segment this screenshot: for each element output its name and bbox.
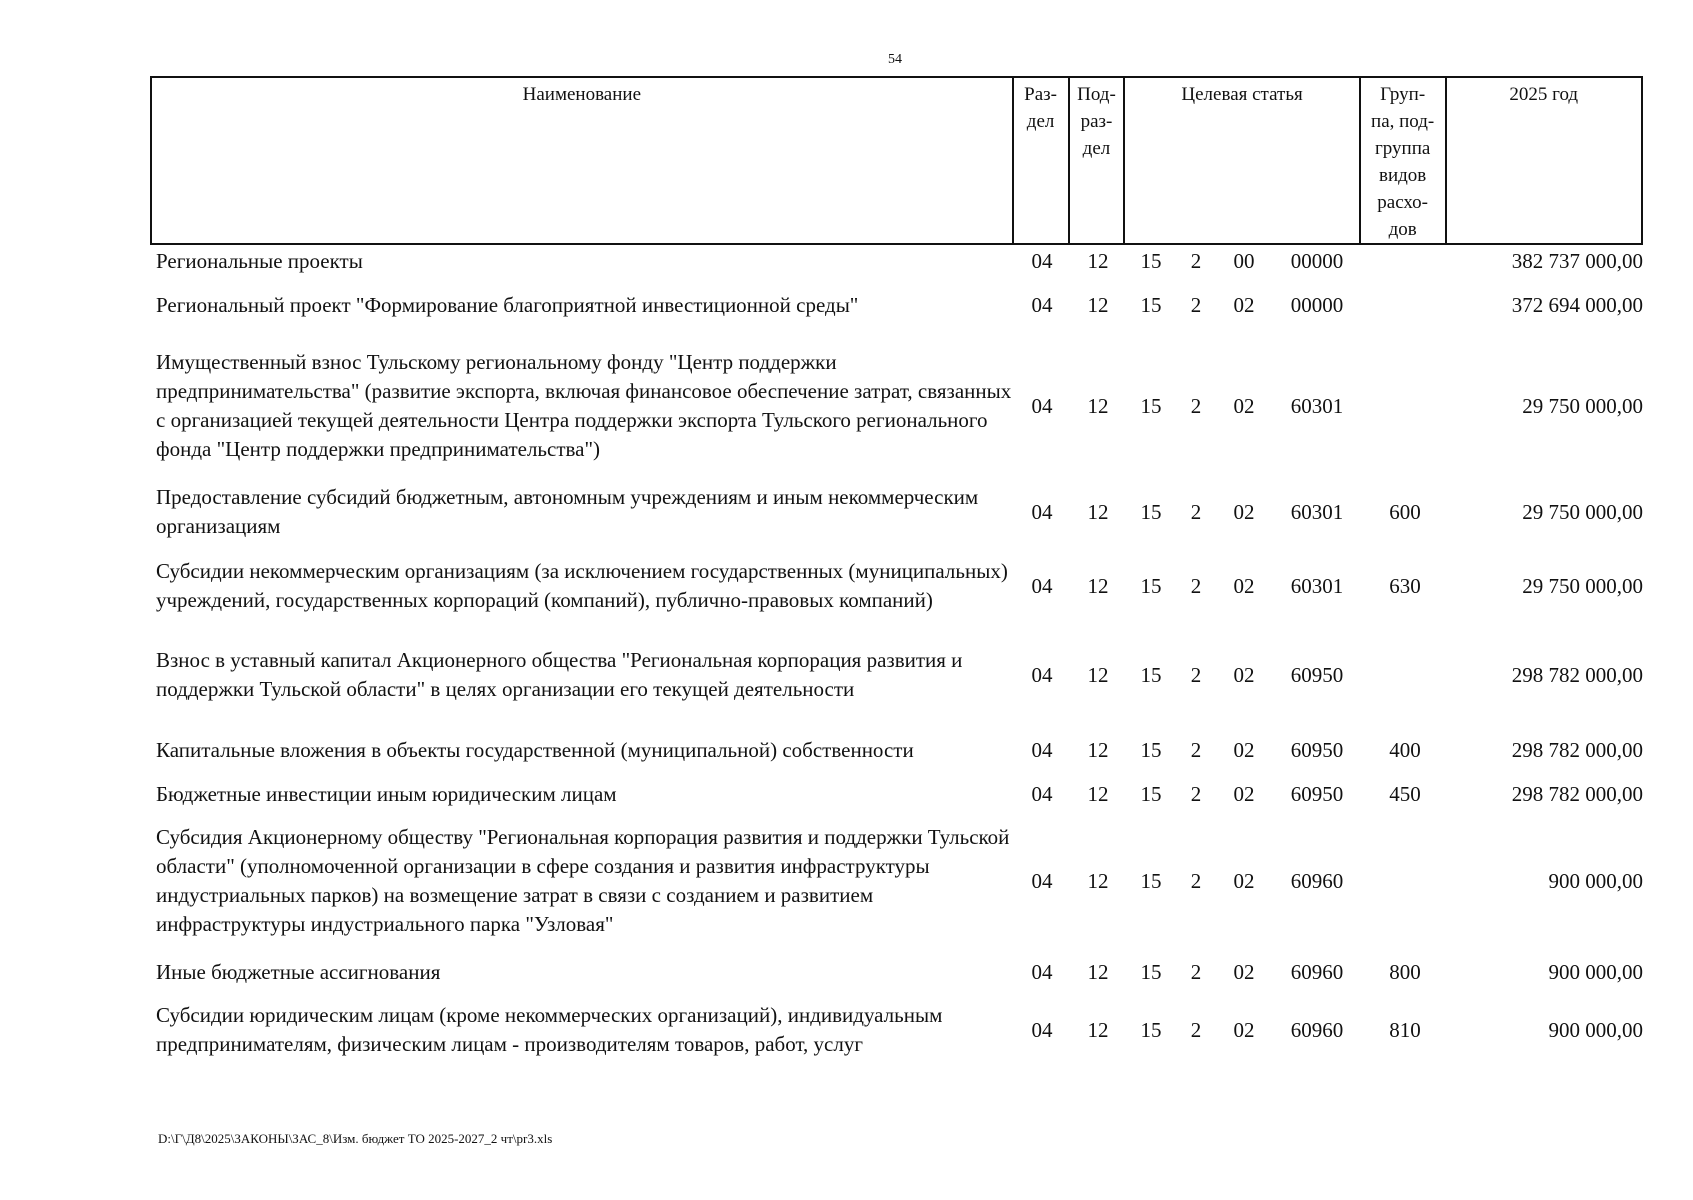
row-sum: 29 750 000,00 (1522, 499, 1643, 524)
row-sum: 298 782 000,00 (1511, 781, 1643, 806)
header-name: Наименование (152, 78, 1014, 243)
row-sum: 298 782 000,00 (1511, 662, 1643, 687)
row-celevaya (1126, 247, 1362, 276)
row-cel-program: 15 (1140, 1017, 1162, 1042)
row-name: Субсидия Акционерному обществу "Региональная корпорация развития и поддержки Тульской области" (уполномоченной организации в сфере создания и развития инфраструктуры индустриальных парков) на возмещение затрат в связи с созданием и развитием инфраструктуры индустриального парка "Узловая" (156, 825, 1010, 936)
row-gruppa: 810 (1389, 1017, 1421, 1042)
row-celevaya (1126, 867, 1362, 896)
row-podrazdel: 12 (1087, 499, 1109, 524)
row-cel-program: 15 (1140, 499, 1162, 524)
row-cel-type: 2 (1190, 662, 1202, 687)
row-sum: 298 782 000,00 (1511, 737, 1643, 762)
row-name: Субсидии юридическим лицам (кроме некоммерческих организаций), индивидуальным предпринимателям, физическим лицам - производителям товаров, работ, услуг (156, 1003, 943, 1056)
row-cel-direction: 60960 (1290, 868, 1344, 893)
table-row (150, 245, 1643, 277)
row-name: Субсидии некоммерческим организациям (за исключением государственных (муниципальных) учреждений, государственных корпораций (компаний), публично-правовых компаний) (156, 559, 1008, 612)
row-razdel: 04 (1031, 1017, 1053, 1042)
row-gruppa: 800 (1389, 959, 1421, 984)
row-razdel: 04 (1031, 868, 1053, 893)
row-cel-program: 15 (1140, 248, 1162, 273)
row-cel-element: 02 (1233, 393, 1255, 418)
row-celevaya (1126, 736, 1362, 765)
header-gruppa-vidov-rashodov: Груп- па, под- группа видов расхо- дов (1361, 78, 1447, 243)
row-podrazdel: 12 (1087, 248, 1109, 273)
table-row (150, 631, 1643, 719)
row-cel-type: 2 (1190, 737, 1202, 762)
row-razdel: 04 (1031, 248, 1053, 273)
row-cel-type: 2 (1190, 393, 1202, 418)
row-gruppa: 400 (1389, 737, 1421, 762)
header-year: 2025 год (1509, 84, 1579, 105)
row-name: Предоставление субсидий бюджетным, автономным учреждениям и иным некоммерческим организациям (156, 485, 979, 538)
table-row (150, 986, 1643, 1074)
header-razdel: Раз- дел (1014, 78, 1070, 243)
row-podrazdel: 12 (1087, 737, 1109, 762)
row-podrazdel: 12 (1087, 662, 1109, 687)
row-cel-program: 15 (1140, 781, 1162, 806)
table-row (150, 734, 1643, 766)
table-row (150, 956, 1643, 988)
row-gruppa: 450 (1389, 781, 1421, 806)
row-cel-direction: 00000 (1290, 292, 1344, 317)
row-cel-element: 02 (1233, 1017, 1255, 1042)
row-podrazdel: 12 (1087, 393, 1109, 418)
row-cel-type: 2 (1190, 781, 1202, 806)
row-podrazdel: 12 (1087, 959, 1109, 984)
page-number: 54 (888, 52, 902, 67)
row-cel-program: 15 (1140, 573, 1162, 598)
row-cel-type: 2 (1190, 499, 1202, 524)
row-celevaya (1126, 498, 1362, 527)
row-cel-element: 02 (1233, 737, 1255, 762)
row-sum: 29 750 000,00 (1522, 393, 1643, 418)
file-path-footer: D:\Г\Д8\2025\ЗАКОНЫ\ЗАС_8\Изм. бюджет ТО 2025-2027_2 чт\pr3.xls (158, 1131, 553, 1146)
row-cel-direction: 60950 (1290, 781, 1344, 806)
row-name: Капитальные вложения в объекты государственной (муниципальной) собственности (156, 737, 914, 762)
row-sum: 29 750 000,00 (1522, 573, 1643, 598)
row-podrazdel: 12 (1087, 1017, 1109, 1042)
row-cel-direction: 60960 (1290, 959, 1344, 984)
row-cel-element: 02 (1233, 868, 1255, 893)
row-cel-program: 15 (1140, 393, 1162, 418)
row-razdel: 04 (1031, 737, 1053, 762)
row-cel-element: 02 (1233, 662, 1255, 687)
row-cel-direction: 00000 (1290, 248, 1344, 273)
row-cel-program: 15 (1140, 737, 1162, 762)
row-gruppa: 600 (1389, 499, 1421, 524)
table-row (150, 822, 1643, 940)
row-cel-direction: 60960 (1290, 1017, 1344, 1042)
row-celevaya (1126, 1016, 1362, 1045)
row-cel-element: 00 (1233, 248, 1255, 273)
row-cel-element: 02 (1233, 292, 1255, 317)
row-cel-element: 02 (1233, 781, 1255, 806)
row-cel-type: 2 (1190, 959, 1202, 984)
table-row (150, 778, 1643, 810)
row-razdel: 04 (1031, 781, 1053, 806)
row-celevaya (1126, 661, 1362, 690)
row-cel-program: 15 (1140, 662, 1162, 687)
row-sum: 900 000,00 (1548, 868, 1643, 893)
row-razdel: 04 (1031, 959, 1053, 984)
row-sum: 382 737 000,00 (1511, 248, 1643, 273)
row-name: Имущественный взнос Тульскому региональному фонду "Центр поддержки предпринимательства" (развитие экспорта, включая финансовое обеспечение затрат, связанных с организацией текущей деятельности Центра поддержки экспорта Тульского регионального фонда "Центр поддержки предпринимательства") (156, 350, 1012, 461)
table-header (150, 76, 1643, 245)
table-row (150, 348, 1643, 464)
row-podrazdel: 12 (1087, 573, 1109, 598)
row-celevaya (1126, 392, 1362, 421)
row-cel-type: 2 (1190, 248, 1202, 273)
row-cel-direction: 60301 (1290, 573, 1344, 598)
row-razdel: 04 (1031, 292, 1053, 317)
row-name: Иные бюджетные ассигнования (156, 959, 441, 984)
row-cel-direction: 60950 (1290, 737, 1344, 762)
row-podrazdel: 12 (1087, 292, 1109, 317)
table-row (150, 483, 1643, 541)
row-name: Региональный проект "Формирование благоприятной инвестиционной среды" (156, 292, 859, 317)
row-podrazdel: 12 (1087, 868, 1109, 893)
row-razdel: 04 (1031, 662, 1053, 687)
row-celevaya (1126, 572, 1362, 601)
header-podrazdel: Под- раз- дел (1070, 78, 1126, 243)
row-cel-direction: 60950 (1290, 662, 1344, 687)
row-name: Взнос в уставный капитал Акционерного общества "Региональная корпорация развития и поддержки Тульской области" в целях организации его текущей деятельности (156, 648, 963, 701)
row-cel-direction: 60301 (1290, 393, 1344, 418)
row-cel-type: 2 (1190, 573, 1202, 598)
row-sum: 372 694 000,00 (1511, 292, 1643, 317)
row-cel-direction: 60301 (1290, 499, 1344, 524)
table-row (150, 542, 1643, 630)
row-cel-element: 02 (1233, 959, 1255, 984)
row-cel-element: 02 (1233, 499, 1255, 524)
row-cel-type: 2 (1190, 292, 1202, 317)
row-celevaya (1126, 958, 1362, 987)
row-razdel: 04 (1031, 499, 1053, 524)
row-cel-program: 15 (1140, 868, 1162, 893)
row-cel-element: 02 (1233, 573, 1255, 598)
row-razdel: 04 (1031, 393, 1053, 418)
table-row (150, 289, 1643, 321)
row-name: Бюджетные инвестиции иным юридическим лицам (156, 781, 617, 806)
row-name: Региональные проекты (156, 248, 363, 273)
row-cel-type: 2 (1190, 868, 1202, 893)
row-podrazdel: 12 (1087, 781, 1109, 806)
row-celevaya (1126, 291, 1362, 320)
row-razdel: 04 (1031, 573, 1053, 598)
row-cel-program: 15 (1140, 959, 1162, 984)
row-sum: 900 000,00 (1548, 959, 1643, 984)
row-gruppa: 630 (1389, 573, 1421, 598)
row-sum: 900 000,00 (1548, 1017, 1643, 1042)
header-celevaya-statya: Целевая статья (1125, 78, 1360, 243)
row-cel-program: 15 (1140, 292, 1162, 317)
row-celevaya (1126, 780, 1362, 809)
row-cel-type: 2 (1190, 1017, 1202, 1042)
